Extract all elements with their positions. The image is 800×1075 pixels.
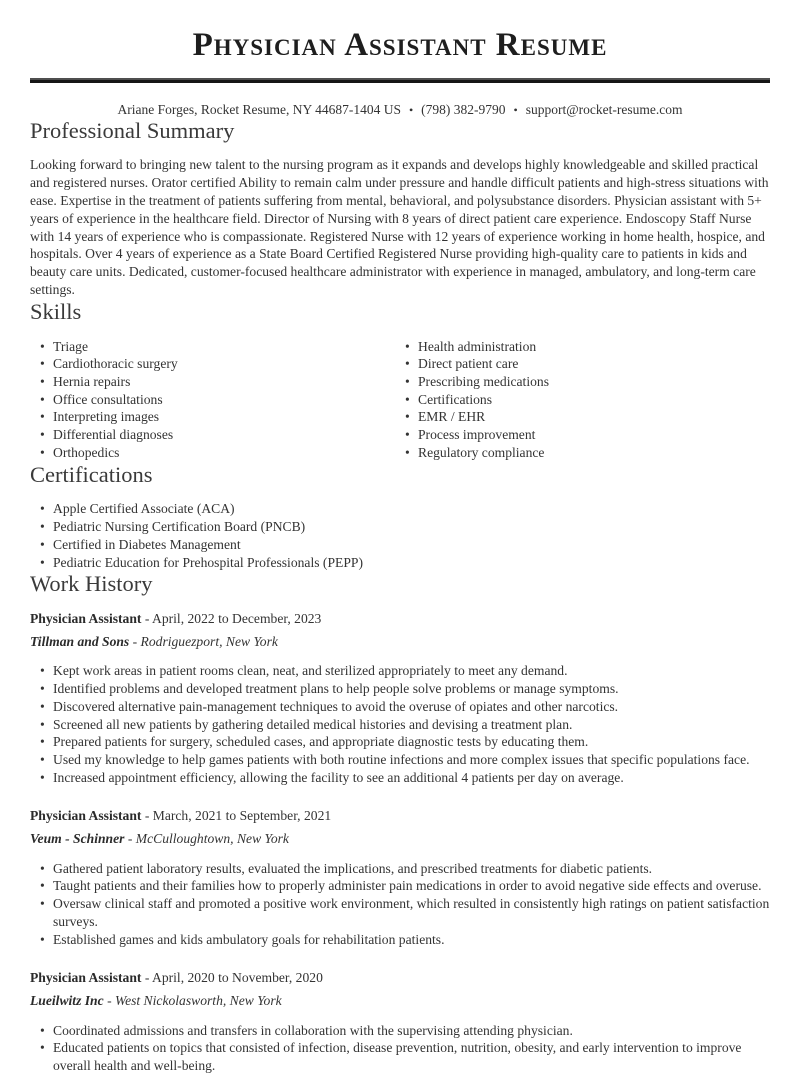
skill-item: • Office consultations <box>30 391 400 409</box>
job-bullet-list <box>30 860 770 949</box>
job-bullet: • Identified problems and developed treatment plans to help people solve problems or manage symptoms. <box>30 680 770 698</box>
page-title: Physician Assistant Resume <box>192 27 608 63</box>
contact-line <box>30 102 770 119</box>
certification-item: • Pediatric Nursing Certification Board (PNCB) <box>30 518 770 536</box>
job-bullet: • Kept work areas in patient rooms clean, neat, and sterilized appropriately to meet any demand. <box>30 662 770 680</box>
skill-item: • Interpreting images <box>30 408 400 426</box>
job-dates: - March, 2021 to September, 2021 <box>144 808 332 824</box>
job-bullet: • Oversaw clinical staff and promoted a positive work environment, which resulted in consistently high ratings on patient satisfaction surveys. <box>30 895 770 930</box>
contact-separator: • <box>513 102 518 117</box>
contact-separator: • <box>408 102 414 117</box>
job-title: Physician Assistant <box>30 970 142 986</box>
job-entry <box>30 969 770 1074</box>
skill-item: • Regulatory compliance <box>400 444 770 462</box>
skills-heading: Skills <box>30 298 82 324</box>
job-title-line <box>30 807 770 825</box>
header-divider <box>30 78 770 83</box>
job-title-line <box>30 969 770 987</box>
section-skills <box>30 299 770 462</box>
certifications-list <box>30 500 770 571</box>
job-bullet: • Established games and kids ambulatory goals for rehabilitation patients. <box>30 931 770 949</box>
skill-item: • EMR / EHR <box>400 408 770 426</box>
job-title: Physician Assistant <box>30 611 142 627</box>
skill-item: • Process improvement <box>400 426 770 444</box>
skill-item: • Differential diagnoses <box>30 426 400 444</box>
job-location: - West Nickolasworth, New York <box>107 992 282 1008</box>
skill-item: • Cardiothoracic surgery <box>30 355 400 373</box>
job-bullet: • Coordinated admissions and transfers in collaboration with the supervising attending physician. <box>30 1022 770 1040</box>
skills-list-left <box>30 338 400 462</box>
job-bullet: • Educated patients on topics that consisted of infection, disease prevention, nutrition, obesity, and early intervention to improve overall health and well-being. <box>30 1039 770 1074</box>
job-company-line <box>30 830 770 848</box>
skill-item: • Direct patient care <box>400 355 770 373</box>
job-entry <box>30 610 770 786</box>
certifications-heading: Certifications <box>30 461 153 487</box>
skill-item: • Health administration <box>400 338 770 356</box>
job-location: - McCulloughtown, New York <box>127 831 289 847</box>
job-bullet-list <box>30 1022 770 1075</box>
skills-list-right <box>400 338 770 462</box>
certification-item: • Apple Certified Associate (ACA) <box>30 500 770 518</box>
certification-item: • Certified in Diabetes Management <box>30 536 770 554</box>
work-history-heading: Work History <box>30 571 153 597</box>
job-bullet: • Screened all new patients by gathering detailed medical histories and devising a treatment plan. <box>30 716 770 734</box>
skill-item: • Triage <box>30 338 400 356</box>
job-company: Tillman and Sons <box>30 633 130 649</box>
job-company-line <box>30 633 770 651</box>
job-dates: - April, 2020 to November, 2020 <box>144 970 323 986</box>
summary-text: Looking forward to bringing new talent to the nursing program as it expands and develops highly knowledgeable and skilled practical and registered nurses. Orator certified Ability to remain calm under pressure and handle difficult patients and high-stress situations with ease. Expertise in the treatment of patients suffering from mental, behavioral, and polysubstance disorders. Physician assistant with 5+ years of experience in the healthcare field. Director of Nursing with 8 years of direct patient care experience. Endoscopy Staff Nurse with 14 years of experience who is compassionate. Registered Nurse with 12 years of experience working in home health, hospice, and hospitals. Over 4 years of experience as a State Board Certified Registered Nurse providing high-quality care to patients in kids and beauty care units. Dedicated, customer-focused healthcare administrator with experience in managed, ambulatory, and long-term care settings. <box>30 157 769 297</box>
section-professional-summary <box>30 118 770 298</box>
job-title: Physician Assistant <box>30 808 142 824</box>
job-bullet: • Prepared patients for surgery, scheduled cases, and appropriate diagnostic tests by educating them. <box>30 733 770 751</box>
skill-item: • Orthopedics <box>30 444 400 462</box>
contact-phone: (798) 382-9790 <box>421 101 506 117</box>
job-company-line <box>30 992 770 1010</box>
contact-email: support@rocket-resume.com <box>525 101 683 117</box>
section-work-history <box>30 571 770 1074</box>
contact-address: Ariane Forges, Rocket Resume, NY 44687-1404 US <box>117 101 401 117</box>
job-title-line <box>30 610 770 628</box>
job-dates: - April, 2022 to December, 2023 <box>144 611 322 627</box>
job-bullet: • Gathered patient laboratory results, evaluated the implications, and prescribed treatments for diabetic patients. <box>30 860 770 878</box>
job-bullet: • Taught patients and their families how to properly administer pain medications in order to avoid negative side effects and overuse. <box>30 877 770 895</box>
summary-heading: Professional Summary <box>30 118 235 144</box>
job-location: - Rodriguezport, New York <box>132 633 278 649</box>
job-entry <box>30 807 770 948</box>
skill-item: • Hernia repairs <box>30 373 400 391</box>
certification-item: • Pediatric Education for Prehospital Professionals (PEPP) <box>30 554 770 572</box>
job-bullet: • Used my knowledge to help games patients with both routine infections and more complex issues that specific populations face. <box>30 751 770 769</box>
job-bullet-list <box>30 662 770 786</box>
skills-columns <box>30 325 770 462</box>
section-certifications <box>30 462 770 572</box>
job-company: Lueilwitz Inc <box>30 992 104 1008</box>
job-company: Veum - Schinner <box>30 831 125 847</box>
job-bullet: • Discovered alternative pain-management techniques to avoid the overuse of opiates and other narcotics. <box>30 698 770 716</box>
job-bullet: • Increased appointment efficiency, allowing the facility to see an additional 4 patients per day on average. <box>30 769 770 787</box>
skill-item: • Prescribing medications <box>400 373 770 391</box>
skill-item: • Certifications <box>400 391 770 409</box>
